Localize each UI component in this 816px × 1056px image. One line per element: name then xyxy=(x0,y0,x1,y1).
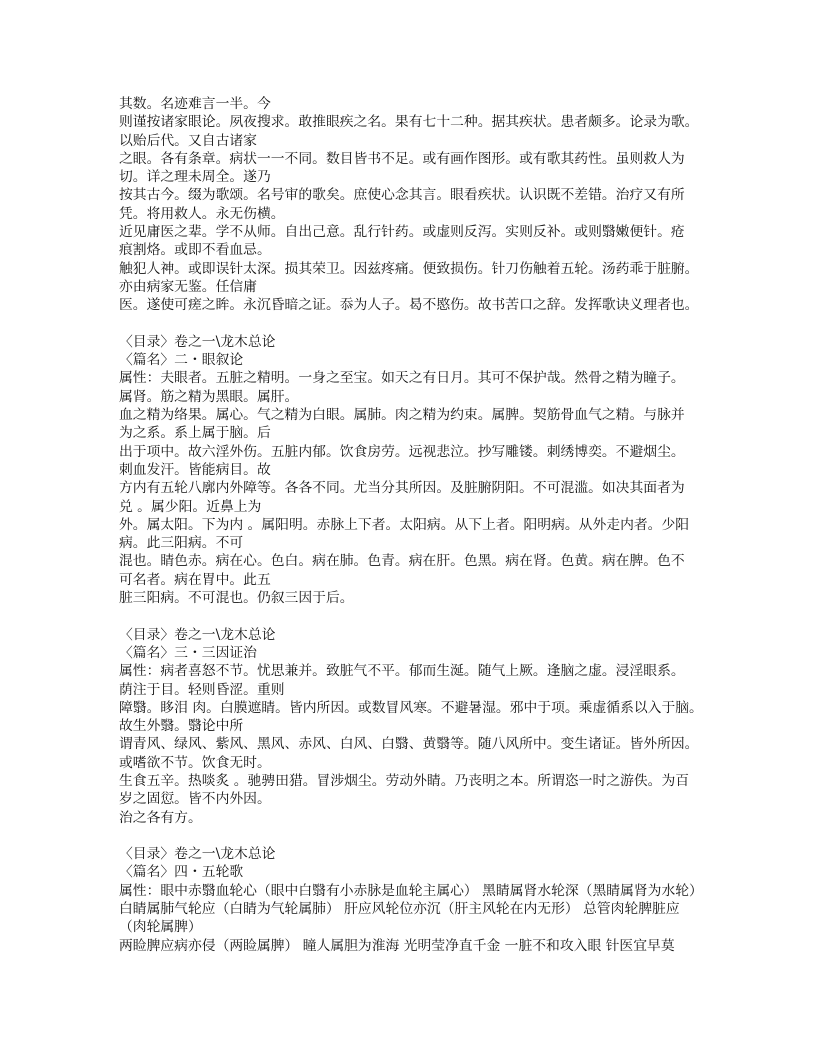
section-gap xyxy=(119,607,719,625)
text-line: 白睛属肺气轮应（白睛为气轮属肺） 肝应风轮位亦沉（肝主风轮在内无形） 总管肉轮脾脏应 xyxy=(119,901,680,918)
text-line: 病。此三阳病。不可 xyxy=(119,535,244,552)
text-line: 生食五辛。热啖炙 。驰骋田猎。冒涉烟尘。劳动外睛。乃丧明之本。所谓恣一时之游佚。为百 xyxy=(119,772,690,789)
text-line: 谓青风、绿风、紫风、黑风、赤风、白风、白翳、黄翳等。随八风所中。变生诸证。皆外所因。 xyxy=(119,736,699,753)
text-line: 治之各有方。 xyxy=(119,809,202,826)
text-line: 属性：夫眼者。五脏之精明。一身之至宝。如天之有日月。其可不保护哉。然骨之精为瞳子。 xyxy=(119,370,685,387)
text-line: 近见庸医之辈。学不从师。自出己意。乱行针药。或虚则反泻。实则反补。或则翳嫩便针。疮 xyxy=(119,224,685,241)
section-gap xyxy=(119,315,719,333)
text-line: 属肾。筋之精为黑眼。属肝。 xyxy=(119,388,299,405)
text-line: 外。属太阳。下为内 。属阳明。赤脉上下者。太阳病。从下上者。阳明病。从外走内者。少阳 xyxy=(119,516,690,533)
text-line: 按其古今。缀为歌颂。名号审的歌矣。庶使心念其言。眼看疾状。认识既不差错。治疗又有所 xyxy=(119,187,685,204)
text-line: 触犯人神。或即误针太深。损其荣卫。因兹疼痛。便致损伤。针刀伤触着五轮。汤药乖于脏腑。 xyxy=(119,260,699,277)
text-line: 刺血发汗。皆能病目。故 xyxy=(119,461,271,478)
text-line: 〈篇名〉四・五轮歌 xyxy=(119,864,244,881)
text-line: 〈目录〉卷之一\龙木总论 xyxy=(119,626,276,643)
text-line: 荫注于目。轻则昏涩。重则 xyxy=(119,681,285,698)
text-line: 之眼。各有条章。病状一一不同。数目皆书不足。或有画作图形。或有歌其药性。虽则救人为 xyxy=(119,150,685,167)
text-line: 方内有五轮八廓内外障等。各各不同。尤当分其所因。及脏腑阴阳。不可混滥。如决其面者为 xyxy=(119,480,685,497)
document-body xyxy=(119,95,719,955)
text-line: 或嗜欲不节。饮食无时。 xyxy=(119,754,271,771)
text-line: 属性：眼中赤翳血轮心（眼中白翳有小赤脉是血轮主属心） 黑睛属肾水轮深（黑睛属肾为水轮） xyxy=(119,882,703,899)
text-line: 〈篇名〉三・三因证治 xyxy=(119,644,257,661)
text-line: 〈目录〉卷之一\龙木总论 xyxy=(119,846,276,863)
text-line: 以贻后代。又自古诸家 xyxy=(119,132,257,149)
text-line: 岁之固愆。皆不内外因。 xyxy=(119,791,271,808)
text-line: 切。详之理未周全。遂乃 xyxy=(119,169,271,186)
text-line: 属性：病者喜怒不节。忧思兼并。致脏气不平。郁而生涎。随气上厥。逢脑之虚。浸淫眼系。 xyxy=(119,663,685,680)
section-gap xyxy=(119,827,719,845)
text-line: 兑 。属少阳。近鼻上为 xyxy=(119,498,262,515)
text-line: 血之精为络果。属心。气之精为白眼。属肺。肉之精为约束。属脾。契筋骨血气之精。与脉并 xyxy=(119,407,685,424)
text-line: 为之系。系上属于脑。后 xyxy=(119,425,271,442)
text-line: 障翳。眵泪 肉。白膜遮睛。皆内所因。或数冒风寒。不避暑湿。邪中于项。乘虚循系以入于脑。 xyxy=(119,699,703,716)
text-line: 痕割烙。或即不看血忌。 xyxy=(119,242,271,259)
text-line: 故生外翳。翳论中所 xyxy=(119,718,244,735)
text-line: 亦由病家无鉴。任信庸 xyxy=(119,278,257,295)
document-section xyxy=(119,333,719,607)
document-section xyxy=(119,626,719,827)
text-line: 〈目录〉卷之一\龙木总论 xyxy=(119,333,276,350)
text-line: 出于项中。故六淫外伤。五脏内郁。饮食房劳。远视悲泣。抄写雕镂。刺绣博奕。不避烟尘。 xyxy=(119,443,685,460)
text-line: 混也。睛色赤。病在心。色白。病在肺。色青。病在肝。色黑。病在肾。色黄。病在脾。色不 xyxy=(119,553,685,570)
text-line: 〈篇名〉二・眼叙论 xyxy=(119,352,244,369)
text-line: 医。遂使可瘥之眸。永沉昏暗之证。忝为人子。曷不愍伤。故书苦口之辞。发挥歌诀义理者也。 xyxy=(119,297,699,314)
text-line: 两睑脾应病亦侵（两睑属脾） 瞳人属胆为淮海 光明莹净直千金 一脏不和攻入眼 针医宜早莫 xyxy=(119,937,675,954)
text-line: 则谨按诸家眼论。夙夜搜求。敢推眼疾之名。果有七十二种。据其疾状。患者颇多。论录为歌。 xyxy=(119,114,699,131)
document-section xyxy=(119,95,719,315)
text-line: 可名者。病在胃中。此五 xyxy=(119,571,271,588)
text-line: 其数。名迹难言一半。今 xyxy=(119,96,271,112)
document-section xyxy=(119,845,719,955)
text-line: （肉轮属脾） xyxy=(119,919,202,936)
text-line: 凭。将用救人。永无伤横。 xyxy=(119,205,285,222)
text-line: 脏三阳病。不可混也。仍叙三因于后。 xyxy=(119,590,354,607)
